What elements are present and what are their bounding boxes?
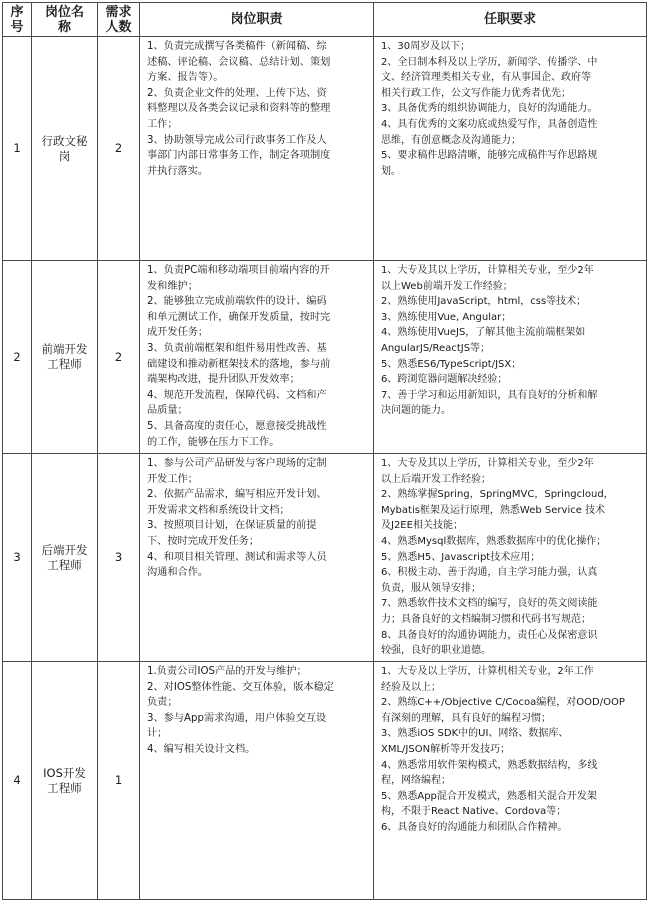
- row-seq: 4: [3, 662, 32, 900]
- requirement-line: 力；具备良好的文档编制习惯和代码书写规范；: [381, 613, 591, 625]
- requirement-line: 以上后端开发工作经验；: [381, 473, 491, 485]
- header-seq-line: 号: [10, 19, 24, 35]
- duty-line: 3、按照项目计划，在保证质量的前提: [147, 520, 317, 532]
- requirement-line: 2、熟练掌握Spring，SpringMVC，Springcloud，: [381, 489, 614, 501]
- requirement-line: 思维，有创意概念及沟通能力；: [381, 134, 521, 146]
- duty-line: 成开发任务；: [147, 327, 209, 339]
- position-title: 前端开发工程师: [32, 261, 98, 454]
- requirement-line: 1、30周岁及以下；: [381, 41, 471, 52]
- table-row: [3, 261, 647, 454]
- duty-line: 端架构改进，提升团队开发效率；: [147, 374, 300, 386]
- duty-line: 下、按时完成开发任务；: [147, 535, 260, 547]
- duty-line: 发和维护；: [147, 280, 198, 292]
- requirements-cell: [374, 454, 647, 662]
- row-seq: 1: [3, 37, 32, 261]
- header-count-line: 人数: [105, 19, 132, 35]
- requirement-line: 3、具备优秀的组织协调能力，良好的沟通能力。: [381, 103, 598, 115]
- requirement-line: XML/JSON解析等开发技巧；: [381, 743, 511, 755]
- requirement-line: 较强，良好的职业道德。: [381, 645, 491, 657]
- recruitment-table: [2, 2, 647, 900]
- requirement-line: 5、熟悉H5、Javascript技术应用；: [381, 551, 541, 563]
- table-row: [3, 454, 647, 662]
- duty-line: 2、对IOS整体性能、交互体验，版本稳定: [147, 681, 334, 693]
- duty-line: 础建设和推动新框架技术的落地，参与前: [147, 358, 331, 370]
- duty-line: 工作；: [147, 118, 178, 130]
- duty-line: 负责；: [147, 697, 178, 709]
- requirement-line: 及J2EE相关技能；: [381, 520, 463, 532]
- duty-line: 品质量；: [147, 405, 188, 417]
- header-seq: [3, 3, 32, 37]
- duty-line: 并执行落实。: [147, 165, 209, 177]
- requirement-line: 6、积极主动、善于沟通，自主学习能力强，认真: [381, 567, 598, 579]
- requirements-cell: [374, 662, 647, 900]
- requirement-line: 7、熟悉软件技术文档的编写，良好的英文阅读能: [381, 598, 598, 610]
- duty-line: 料整理以及各类会议记录和资料等的整理: [147, 103, 331, 115]
- duty-line: 沟通和合作。: [147, 567, 209, 579]
- duty-line: 1、负责PC端和移动端项目前端内容的开: [147, 265, 330, 276]
- requirement-line: 4、具有优秀的文案功底或热爱写作，具备创造性: [381, 118, 598, 130]
- requirement-line: 经验及以上；: [381, 681, 441, 693]
- duty-line: 5、具备高度的责任心，愿意接受挑战性: [147, 420, 327, 432]
- table-row: [3, 37, 647, 261]
- requirement-line: AngularJS/ReactJS等；: [381, 342, 491, 354]
- duty-line: 方案、报告等）。: [147, 72, 224, 84]
- requirement-line: 7、善于学习和运用新知识，具有良好的分析和解: [381, 389, 598, 401]
- requirement-line: 3、熟悉iOS SDK中的UI、网络、数据库、: [381, 728, 569, 740]
- requirement-line: 4、熟悉常用软件架构模式，熟悉数据结构，多线: [381, 759, 598, 771]
- requirement-line: 构，不限于React Native、Cordova等；: [381, 806, 567, 818]
- header-seq-line: 序: [10, 4, 24, 20]
- header-duties: 岗位职责: [140, 3, 374, 37]
- requirement-line: 1、大专及以上学历，计算机相关专业，2年工作: [381, 666, 594, 677]
- header-position: [32, 3, 98, 37]
- duty-line: 1.负责公司IOS产品的开发与维护；: [147, 666, 307, 677]
- headcount: 1: [98, 662, 140, 900]
- requirement-line: 5、要求稿件思路清晰，能够完成稿件写作思路规: [381, 150, 598, 162]
- requirement-line: Mybatis框架及运行原理，熟悉Web Service 技术: [381, 504, 606, 516]
- duty-line: 4、规范开发流程，保障代码、文档和产: [147, 389, 327, 401]
- duty-line: 述稿、评论稿、会议稿、总结计划、策划: [147, 56, 331, 68]
- requirement-line: 5、熟悉App混合开发模式，熟悉相关混合开发架: [381, 790, 597, 802]
- duty-line: 事部门内部日常事务工作，制定各项制度: [147, 150, 331, 162]
- requirement-line: 有深刻的理解，具有良好的编程习惯；: [381, 712, 551, 724]
- header-requirements: 任职要求: [374, 3, 647, 37]
- requirement-line: 程，网络编程；: [381, 775, 451, 787]
- requirement-line: 以上Web前端开发工作经验；: [381, 280, 513, 292]
- headcount: 2: [98, 37, 140, 261]
- duty-line: 2、能够独立完成前端软件的设计、编码: [147, 296, 327, 308]
- table-header-row: [3, 3, 647, 37]
- requirement-line: 划。: [381, 165, 401, 177]
- requirement-line: 4、熟悉Mysql数据库，熟悉数据库中的优化操作；: [381, 535, 607, 547]
- headcount: 3: [98, 454, 140, 662]
- duty-line: 3、负责前端框架和组件易用性改善、基: [147, 342, 327, 354]
- duty-line: 3、协助领导完成公司行政事务工作及人: [147, 134, 327, 146]
- requirement-line: 2、熟练C++/Objective C/Cocoa编程，对OOD/OOP: [381, 697, 625, 709]
- duty-line: 2、依据产品需求，编写相应开发计划、: [147, 489, 327, 501]
- duty-line: 计；: [147, 728, 168, 740]
- requirement-line: 4、熟练使用VueJS，了解其他主流前端框架如: [381, 327, 586, 339]
- header-count: [98, 3, 140, 37]
- requirement-line: 2、熟练使用JavaScript，html，css等技术；: [381, 296, 587, 308]
- requirement-line: 相关行政工作，公文写作能力优秀者优先；: [381, 87, 571, 99]
- duties-cell: [140, 454, 374, 662]
- duty-line: 开发需求文档和系统设计文档；: [147, 504, 290, 516]
- header-count-line: 需求: [105, 4, 132, 20]
- duty-line: 开发工作；: [147, 473, 198, 485]
- headcount: 2: [98, 261, 140, 454]
- duty-line: 4、和项目相关管理、测试和需求等人员: [147, 551, 327, 563]
- requirements-cell: [374, 261, 647, 454]
- duty-line: 1、参与公司产品研发与客户现场的定制: [147, 458, 327, 469]
- header-position-line: 称: [57, 19, 71, 35]
- requirement-line: 文、经济管理类相关专业，有从事国企、政府等: [381, 72, 591, 84]
- table-row: [3, 662, 647, 900]
- requirement-line: 5、熟悉ES6/TypeScript/JSX；: [381, 358, 522, 370]
- duties-cell: [140, 261, 374, 454]
- row-seq: 3: [3, 454, 32, 662]
- position-title: 行政文秘岗: [32, 37, 98, 261]
- duty-line: 4、编写相关设计文档。: [147, 743, 256, 755]
- requirement-line: 决问题的能力。: [381, 405, 451, 417]
- requirement-line: 1、大专及其以上学历，计算相关专业，至少2年: [381, 458, 594, 469]
- requirement-line: 6、具备良好的沟通能力和团队合作精神。: [381, 821, 568, 833]
- requirement-line: 2、全日制本科及以上学历，新闻学、传播学、中: [381, 56, 598, 68]
- header-position-line: 岗位名: [44, 4, 84, 20]
- duties-cell: [140, 37, 374, 261]
- requirement-line: 3、熟练使用Vue, Angular；: [381, 311, 512, 323]
- duty-line: 和单元测试工作，确保开发质量，按时完: [147, 311, 331, 323]
- requirement-line: 1、大专及其以上学历，计算相关专业，至少2年: [381, 265, 594, 276]
- requirement-line: 6、跨浏览器问题解决经验；: [381, 374, 508, 386]
- requirement-line: 负责，服从领导安排；: [381, 582, 481, 594]
- duty-line: 的工作，能够在压力下工作。: [147, 436, 280, 448]
- requirements-cell: [374, 37, 647, 261]
- duties-cell: [140, 662, 374, 900]
- position-title: 后端开发工程师: [32, 454, 98, 662]
- duty-line: 3、参与App需求沟通，用户体验交互设: [147, 712, 327, 724]
- requirement-line: 8、具备良好的沟通协调能力，责任心及保密意识: [381, 629, 598, 641]
- duty-line: 1、负责完成撰写各类稿件（新闻稿、综: [147, 41, 327, 52]
- row-seq: 2: [3, 261, 32, 454]
- position-title: IOS开发工程师: [32, 662, 98, 900]
- duty-line: 2、负责企业文件的处理、上传下达、资: [147, 87, 327, 99]
